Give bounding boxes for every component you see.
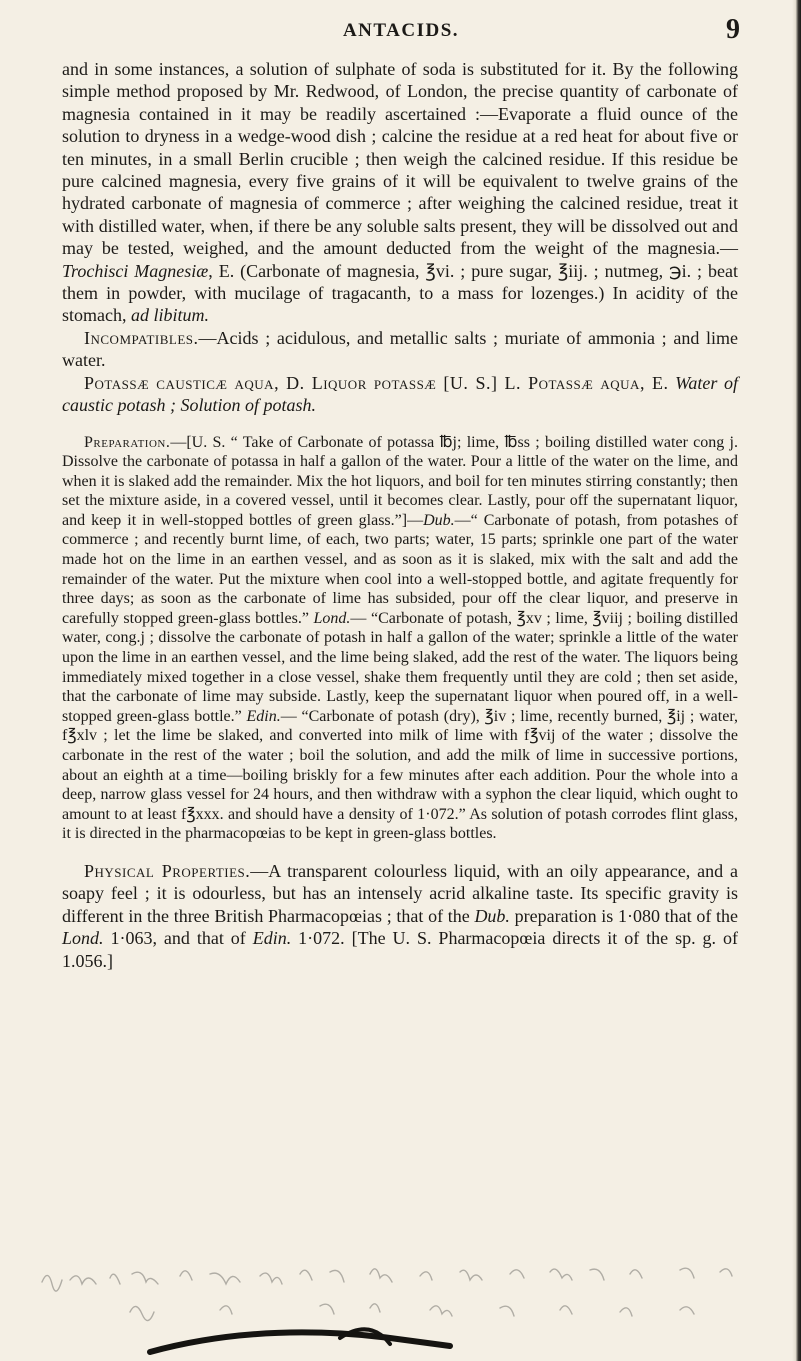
page-edge-shadow [792,0,801,1361]
physical-text-1: —A transparent colourless liquid, with an oily appearance, and a soapy feel ; it is odourless, but has an intensely acrid alkaline taste. Its specific gravity is different in the three British Pharmacopœias ; that of the [62,860,739,926]
physical-text-3: 1·063, and that of [103,928,253,949]
incompatibles-text: —Acids ; acidulous, and metallic salts ; muriate of ammonia ; and lime water. [62,327,738,371]
ad-libitum-term: ad libitum. [131,305,210,326]
paragraph-incompatibles [62,327,738,372]
edin-ref: Edin. [246,707,281,725]
paragraph-preparation [62,433,738,844]
page-body [62,58,738,972]
trochisci-term: Trochisci Magnesiæ [62,260,209,281]
preparation-label: Preparation. [84,433,171,451]
lond-ref: Lond. [313,609,351,627]
phys-lond-ref: Lond. [62,928,104,949]
paragraph-physical-properties [62,860,738,972]
phys-edin-ref: Edin. [252,928,292,949]
magnesia-test-text: and in some instances, a solution of sulphate of soda is substituted for it. By the following simple method proposed by Mr. Redwood, of London, the precise quantity of carbonate of magnesia contained in it may be readily ascertained :—Evaporate a fluid ounce of the solution to dryness in a wedge-wood dish ; calcine the residue at a red heat for about five or ten minutes, in a small Berlin crucible ; then weigh the calcined residue. If this residue be pure calcined magnesia, every five grains of it will be equivalent to twelve grains of the hydrated carbonate of magnesia of commerce ; after weighing the calcined residue, treat it with distilled water, when, if there be any soluble salts present, they will be dissolved out and may be tested, weighed, and the amount deducted from the weight of the magnesia.— [62,59,738,259]
trochisci-text: , E. (Carbonate of magnesia, ℥vi. ; pure sugar, ℥iij. ; nutmeg, ℈i. ; beat them in powder, with mucilage of tragacanth, to a mass for lozenges.) In acidity of the stomach, [62,260,738,326]
page-header [62,16,740,46]
potash-heading-english: Water of caustic potash ; Solution of potash. [62,372,738,416]
preparation-text-edin: — “Carbonate of potash (dry), ℥iv ; lime, recently burned, ℥ij ; water, f℥xlv ; let the lime be slaked, and converted into milk of lime with f℥vij of the water ; dissolve the carbonate in the rest of the water ; boil the solution, and add the milk of lime in successive portions, about an eighth at a time—boiling briskly for a few minutes after each addition. Pour the whole into a deep, narrow glass vessel for 24 hours, and then withdraw with a syphon the clear liquid, which ought to amount to at least f℥xxx. and should have a density of 1·072.” As solution of potash corrodes flint glass, it is directed in the pharmacopœias to be kept in green-glass bottles. [62,707,739,843]
preparation-text-us: —[U. S. “ Take of Carbonate of potassa ℔j; lime, ℔ss ; boiling distilled water cong j. Dissolve the carbonate of potassa in half a gallon of the water. Pour a little of the water on the lime, and when it is slaked add the remainder. Mix the hot liquors, and boil for ten minutes stirring constantly; then set the mixture aside, in a covered vessel, until it becomes clear. Lastly, pour off the supernatant liquor, and keep it in well-stopped bottles of green glass.”]— [62,433,738,529]
physical-text-2: preparation is 1·080 that of the [509,905,738,926]
preparation-text-lond: — “Carbonate of potash, ℥xv ; lime, ℥viij ; boiling distilled water, cong.j ; dissolve the carbonate of potash in half a gallon of the water; sprinkle a little of the water upon the lime in an earthen vessel, and the lime being slaked, add the rest of the water. The liquors being immediately mixed together in a close vessel, shake them frequently until they are cold ; then set aside, that the carbonate of lime may subside. Lastly, keep the supernatant liquor when poured off, in a well-stopped green-glass bottle.” [62,609,739,725]
page-number: 9 [726,14,740,45]
physical-properties-label: Physical Properties. [84,860,251,881]
handwritten-marginalia [40,1262,760,1357]
dub-ref: Dub. [423,511,455,529]
preparation-text-dub: —“ Carbonate of potash, from potashes of commerce ; and recently burnt lime, of each, two parts; water, 15 parts; sprinkle one part of the water made hot on the lime in an earthen vessel, and as soon as it is slaked, mix with the salt and add the remainder of the water. Put the mixture when cool into a well-stopped bottle, and agitate frequently for three days; as soon as the carbonate of lime has subsided, pour off the clear liquor, and preserve in carefully stopped green-glass bottles.” [62,511,738,627]
physical-text-4: 1·072. [The U. S. Pharmacopœia directs it of the sp. g. of 1.056.] [62,928,738,971]
running-title: ANTACIDS. [342,20,460,41]
section-heading-potash [62,372,738,417]
incompatibles-label: Incompatibles. [84,327,199,348]
phys-dub-ref: Dub. [474,905,510,926]
paragraph-magnesia-test [62,58,738,327]
potash-heading-names: Potassæ causticæ aqua, D. Liquor potassæ [U. S.] L. Potassæ aqua, E. [84,372,669,393]
